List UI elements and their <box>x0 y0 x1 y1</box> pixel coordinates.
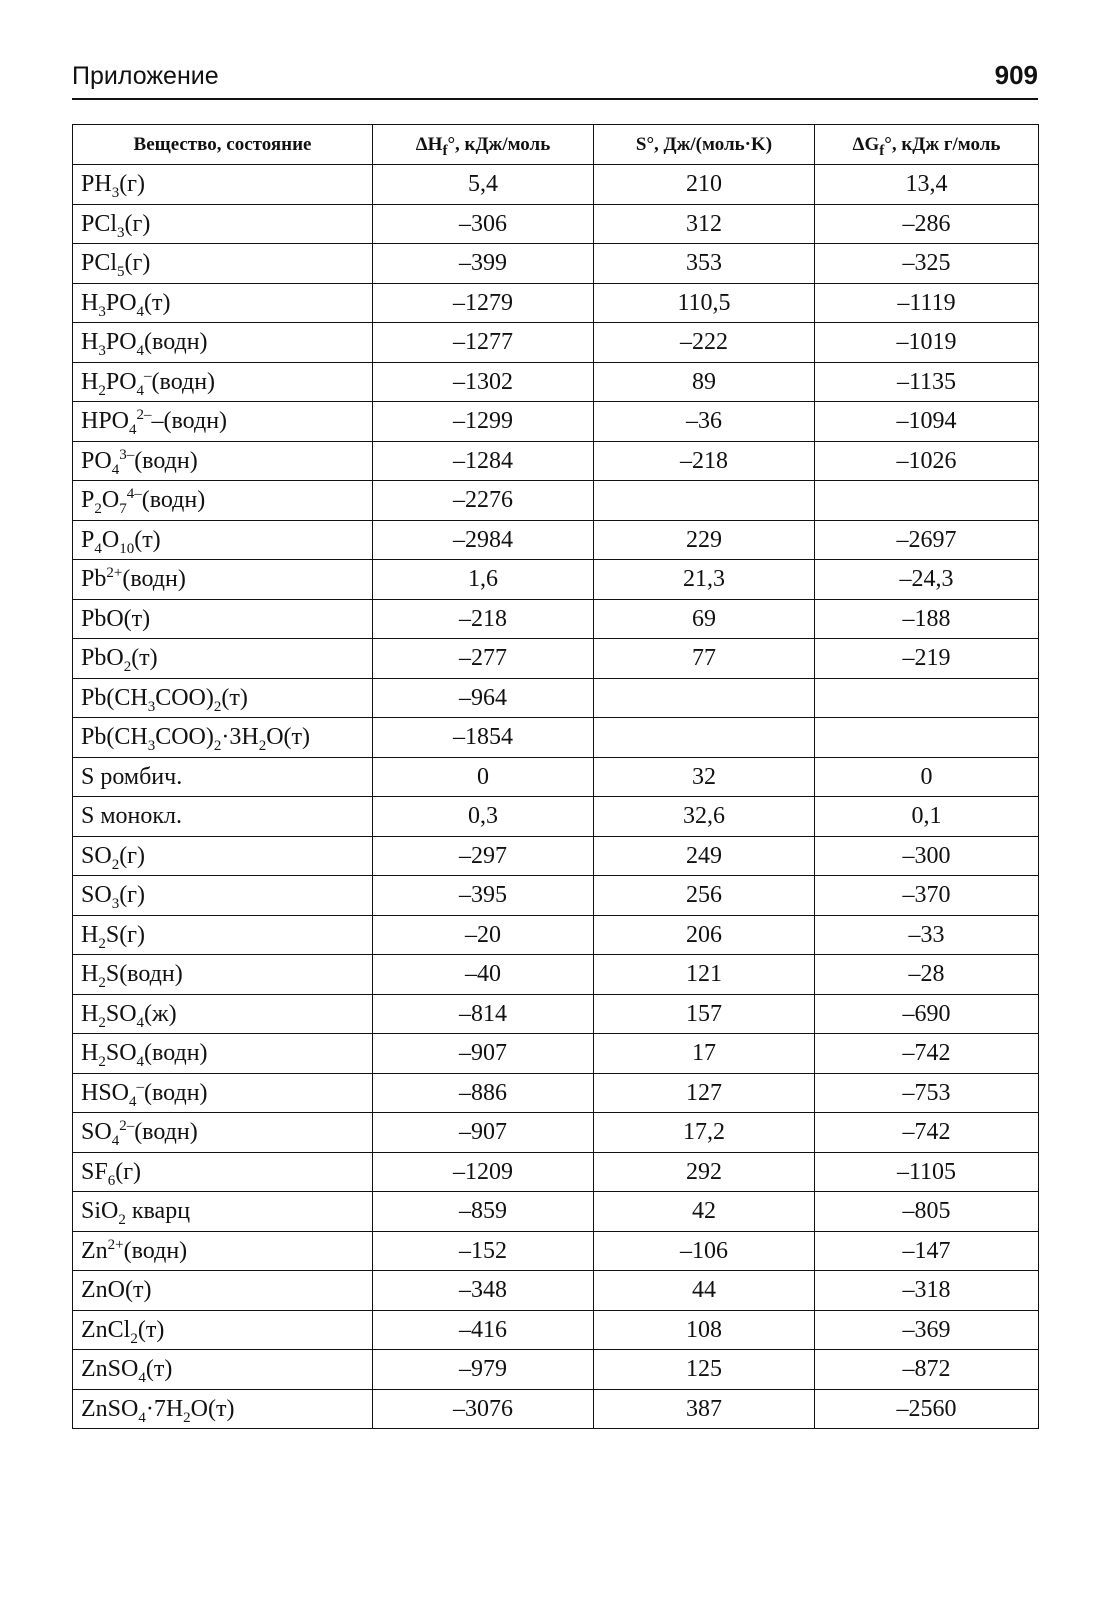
substance-cell: $Zn^{2+}(водн)$ <box>73 1231 373 1271</box>
gibbs-cell: –2697 <box>815 520 1039 560</box>
table-row <box>73 1034 1039 1074</box>
gibbs-cell: –1119 <box>815 283 1039 323</box>
table-row <box>73 718 1039 758</box>
gibbs-cell: –286 <box>815 204 1039 244</box>
substance-cell: $Pb^{2+}(водн)$ <box>73 560 373 600</box>
substance-cell: ZnSO$_4$(т) <box>73 1350 373 1390</box>
substance-cell: PCl$_5$(г) <box>73 244 373 284</box>
table-row <box>73 1192 1039 1232</box>
enthalpy-cell: –399 <box>373 244 594 284</box>
entropy-cell: –106 <box>594 1231 815 1271</box>
gibbs-cell: –370 <box>815 876 1039 916</box>
enthalpy-cell: –814 <box>373 994 594 1034</box>
entropy-cell: 17,2 <box>594 1113 815 1153</box>
table-row <box>73 1231 1039 1271</box>
table-row <box>73 283 1039 323</box>
substance-cell: $H_3PO_4(т)$ <box>73 283 373 323</box>
table-row <box>73 1073 1039 1113</box>
gibbs-cell: –369 <box>815 1310 1039 1350</box>
table-row <box>73 1350 1039 1390</box>
column-header-substance: Вещество, состояние <box>73 125 373 165</box>
table-row <box>73 1152 1039 1192</box>
table-row <box>73 362 1039 402</box>
enthalpy-cell: –416 <box>373 1310 594 1350</box>
enthalpy-cell: –907 <box>373 1113 594 1153</box>
substance-cell: $P_2O_7^{4-}(водн)$ <box>73 481 373 521</box>
entropy-cell: 32,6 <box>594 797 815 837</box>
entropy-cell: 108 <box>594 1310 815 1350</box>
substance-cell: S ромбич. <box>73 757 373 797</box>
table-row <box>73 165 1039 205</box>
enthalpy-cell: –886 <box>373 1073 594 1113</box>
gibbs-cell: 0,1 <box>815 797 1039 837</box>
entropy-cell: 229 <box>594 520 815 560</box>
enthalpy-cell: –1299 <box>373 402 594 442</box>
table-row <box>73 757 1039 797</box>
substance-cell: $PH_3(г)$ <box>73 165 373 205</box>
substance-cell: PCl$_3$(г) <box>73 204 373 244</box>
substance-cell: SiO$_2$ кварц <box>73 1192 373 1232</box>
entropy-cell: 17 <box>594 1034 815 1074</box>
table-row <box>73 994 1039 1034</box>
entropy-cell: 206 <box>594 915 815 955</box>
enthalpy-cell: 1,6 <box>373 560 594 600</box>
gibbs-cell: –742 <box>815 1113 1039 1153</box>
substance-cell: $H_2PO_4^-(водн)$ <box>73 362 373 402</box>
enthalpy-cell: –348 <box>373 1271 594 1311</box>
column-header-enthalpy: $\Delta H_f^\circ$, кДж/моль <box>373 125 594 165</box>
table-row <box>73 1271 1039 1311</box>
gibbs-cell: –872 <box>815 1350 1039 1390</box>
enthalpy-cell: –907 <box>373 1034 594 1074</box>
gibbs-cell: –2560 <box>815 1389 1039 1429</box>
substance-cell: $SO_3(г)$ <box>73 876 373 916</box>
enthalpy-cell: –979 <box>373 1350 594 1390</box>
table-header-row <box>73 125 1039 165</box>
table-row <box>73 402 1039 442</box>
entropy-cell: 69 <box>594 599 815 639</box>
table-row <box>73 323 1039 363</box>
entropy-cell: –36 <box>594 402 815 442</box>
section-title: Приложение <box>72 62 219 90</box>
gibbs-cell: –325 <box>815 244 1039 284</box>
enthalpy-cell: –859 <box>373 1192 594 1232</box>
substance-cell: PbO$_2$(т) <box>73 639 373 679</box>
substance-cell: $ZnSO_4\cdot 7H_2O(т)$ <box>73 1389 373 1429</box>
gibbs-cell: 0 <box>815 757 1039 797</box>
entropy-cell: 44 <box>594 1271 815 1311</box>
gibbs-cell: –33 <box>815 915 1039 955</box>
substance-cell: $Pb(CH_3COO)_2\cdot 3H_2O(т)$ <box>73 718 373 758</box>
enthalpy-cell: –2276 <box>373 481 594 521</box>
table-row <box>73 520 1039 560</box>
enthalpy-cell: –1279 <box>373 283 594 323</box>
table-row <box>73 560 1039 600</box>
entropy-cell: 21,3 <box>594 560 815 600</box>
entropy-cell <box>594 718 815 758</box>
thermo-data-table <box>72 124 1039 1429</box>
table-row <box>73 244 1039 284</box>
table-body <box>73 165 1039 1429</box>
entropy-cell: 292 <box>594 1152 815 1192</box>
substance-cell: $H_2SO_4(ж)$ <box>73 994 373 1034</box>
gibbs-cell: –300 <box>815 836 1039 876</box>
substance-cell: $H_3PO_4(водн)$ <box>73 323 373 363</box>
substance-cell: S монокл. <box>73 797 373 837</box>
table-row <box>73 836 1039 876</box>
enthalpy-cell: 0 <box>373 757 594 797</box>
gibbs-cell: –690 <box>815 994 1039 1034</box>
enthalpy-cell: –964 <box>373 678 594 718</box>
table-row <box>73 678 1039 718</box>
enthalpy-cell: –1302 <box>373 362 594 402</box>
gibbs-cell: –1135 <box>815 362 1039 402</box>
entropy-cell: 121 <box>594 955 815 995</box>
entropy-cell: 387 <box>594 1389 815 1429</box>
table-row <box>73 441 1039 481</box>
entropy-cell: 110,5 <box>594 283 815 323</box>
table-row <box>73 1113 1039 1153</box>
gibbs-cell: –28 <box>815 955 1039 995</box>
entropy-cell: –218 <box>594 441 815 481</box>
page-number: 909 <box>994 60 1038 90</box>
substance-cell: $Pb(CH_3COO)_2(т)$ <box>73 678 373 718</box>
substance-cell: $PO_4^{3-}(водн)$ <box>73 441 373 481</box>
enthalpy-cell: –218 <box>373 599 594 639</box>
gibbs-cell: –147 <box>815 1231 1039 1271</box>
entropy-cell: 256 <box>594 876 815 916</box>
gibbs-cell: –742 <box>815 1034 1039 1074</box>
table-row <box>73 955 1039 995</box>
substance-cell: $H_2SO_4(водн)$ <box>73 1034 373 1074</box>
enthalpy-cell: –1277 <box>373 323 594 363</box>
enthalpy-cell: 0,3 <box>373 797 594 837</box>
gibbs-cell: –1026 <box>815 441 1039 481</box>
entropy-cell: 127 <box>594 1073 815 1113</box>
substance-cell: $SF_6(г)$ <box>73 1152 373 1192</box>
column-header-entropy: S°, Дж/(моль·K) <box>594 125 815 165</box>
entropy-cell <box>594 481 815 521</box>
substance-cell: ZnCl$_2$(т) <box>73 1310 373 1350</box>
gibbs-cell: 13,4 <box>815 165 1039 205</box>
table-row <box>73 639 1039 679</box>
substance-cell: ZnO(т) <box>73 1271 373 1311</box>
table-row <box>73 797 1039 837</box>
gibbs-cell: –24,3 <box>815 560 1039 600</box>
enthalpy-cell: –1854 <box>373 718 594 758</box>
substance-cell: $H_2S(г)$ <box>73 915 373 955</box>
substance-cell: $P_4O_{10}(т)$ <box>73 520 373 560</box>
enthalpy-cell: –297 <box>373 836 594 876</box>
enthalpy-cell: –306 <box>373 204 594 244</box>
entropy-cell: 77 <box>594 639 815 679</box>
table-row <box>73 876 1039 916</box>
substance-cell: $H_2S(водн)$ <box>73 955 373 995</box>
entropy-cell: 312 <box>594 204 815 244</box>
enthalpy-cell: –1284 <box>373 441 594 481</box>
gibbs-cell: –1094 <box>815 402 1039 442</box>
entropy-cell: 210 <box>594 165 815 205</box>
enthalpy-cell: –1209 <box>373 1152 594 1192</box>
gibbs-cell: –219 <box>815 639 1039 679</box>
enthalpy-cell: –40 <box>373 955 594 995</box>
enthalpy-cell: –3076 <box>373 1389 594 1429</box>
gibbs-cell <box>815 481 1039 521</box>
enthalpy-cell: –2984 <box>373 520 594 560</box>
gibbs-cell: –753 <box>815 1073 1039 1113</box>
gibbs-cell: –188 <box>815 599 1039 639</box>
table-row <box>73 1310 1039 1350</box>
page-header <box>72 58 1038 100</box>
table-row <box>73 481 1039 521</box>
table-row <box>73 915 1039 955</box>
entropy-cell: 353 <box>594 244 815 284</box>
entropy-cell: 32 <box>594 757 815 797</box>
column-header-gibbs: $\Delta G_f^\circ$, кДж г/моль <box>815 125 1039 165</box>
gibbs-cell: –1105 <box>815 1152 1039 1192</box>
substance-cell: $SO_2(г)$ <box>73 836 373 876</box>
substance-cell: $HPO_4^{2-}-(водн)$ <box>73 402 373 442</box>
enthalpy-cell: –152 <box>373 1231 594 1271</box>
substance-cell: $SO_4^{2-}(водн)$ <box>73 1113 373 1153</box>
table-header <box>73 125 1039 165</box>
gibbs-cell <box>815 678 1039 718</box>
enthalpy-cell: –20 <box>373 915 594 955</box>
entropy-cell: 249 <box>594 836 815 876</box>
entropy-cell: 42 <box>594 1192 815 1232</box>
substance-cell: $HSO_4^-(водн)$ <box>73 1073 373 1113</box>
entropy-cell: 125 <box>594 1350 815 1390</box>
gibbs-cell <box>815 718 1039 758</box>
substance-cell: PbO(т) <box>73 599 373 639</box>
gibbs-cell: –1019 <box>815 323 1039 363</box>
gibbs-cell: –805 <box>815 1192 1039 1232</box>
enthalpy-cell: –277 <box>373 639 594 679</box>
gibbs-cell: –318 <box>815 1271 1039 1311</box>
enthalpy-cell: 5,4 <box>373 165 594 205</box>
table-row <box>73 204 1039 244</box>
table-row <box>73 1389 1039 1429</box>
entropy-cell <box>594 678 815 718</box>
enthalpy-cell: –395 <box>373 876 594 916</box>
entropy-cell: 157 <box>594 994 815 1034</box>
entropy-cell: 89 <box>594 362 815 402</box>
table-row <box>73 599 1039 639</box>
entropy-cell: –222 <box>594 323 815 363</box>
